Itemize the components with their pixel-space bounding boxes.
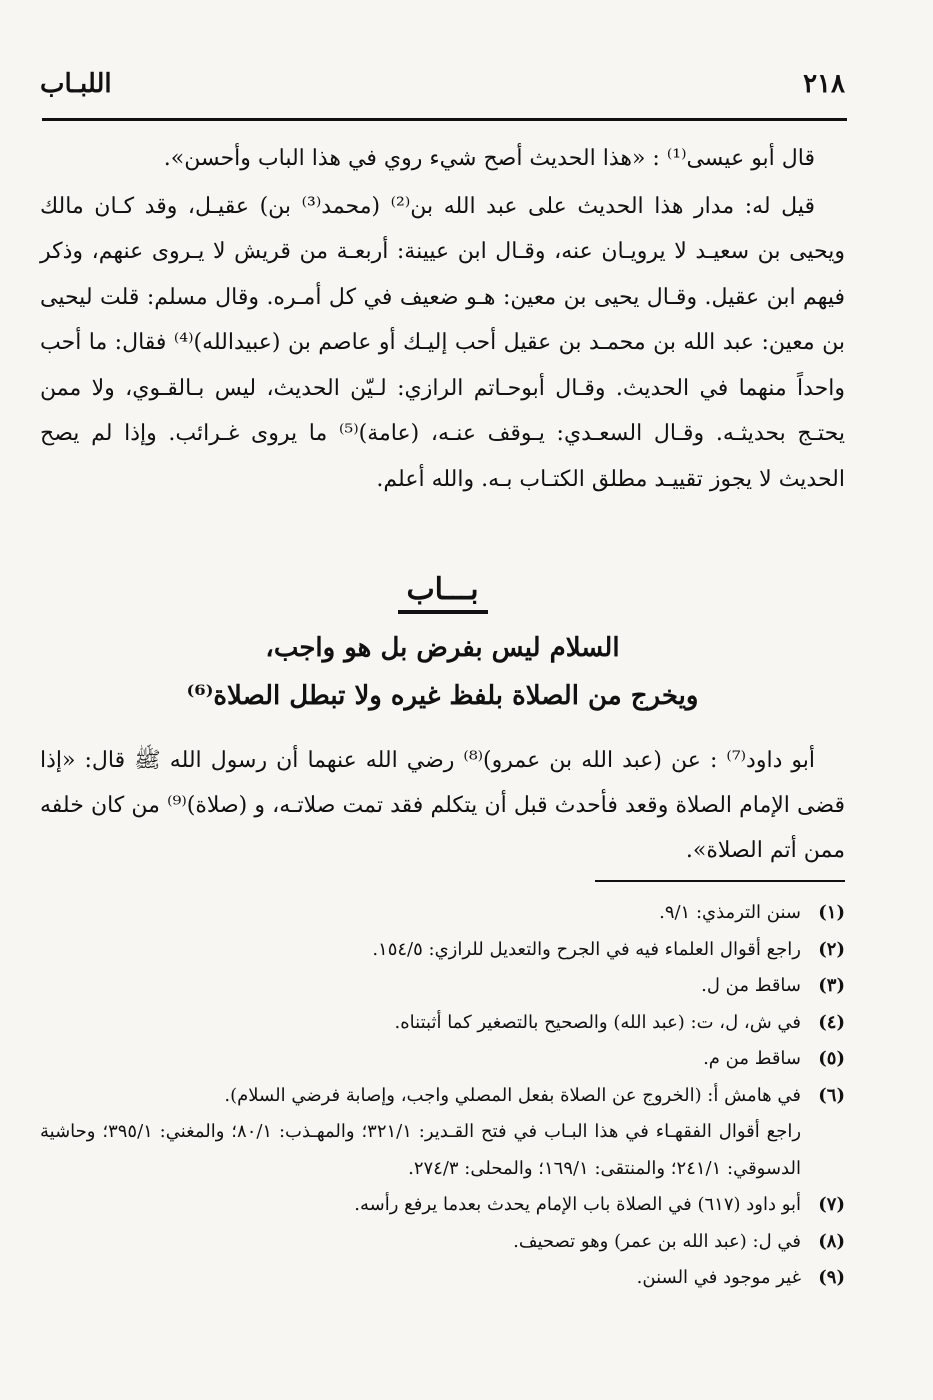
paragraph: قال أبو عيسى⁽¹⁾ : «هذا الحديث أصح شيء روي في هذا الباب وأحسن». bbox=[163, 146, 815, 171]
footnote-number: (١) bbox=[818, 902, 845, 923]
chapter-title-line: السلام ليس بفرض بل هو واجب، bbox=[265, 633, 620, 663]
footnote bbox=[40, 1041, 845, 1078]
footnote-number: (٩) bbox=[818, 1267, 845, 1288]
footnote bbox=[40, 932, 845, 969]
chapter-title-line: ويخرج من الصلاة بلفظ غيره ولا تبطل الصلاة⁽⁶⁾ bbox=[186, 681, 699, 711]
footnote-text: غير موجود في السنن. bbox=[636, 1267, 801, 1288]
footnote bbox=[40, 1187, 845, 1224]
footnote-text: راجع أقوال العلماء فيه في الجرح والتعديل للرازي: ١٥٤/٥. bbox=[372, 938, 801, 960]
hadith-text bbox=[40, 738, 845, 873]
footnote-number: (٥) bbox=[818, 1048, 845, 1069]
paragraph: قيل له: مدار هذا الحديث على عبد الله بن⁽²⁾ (محمد⁽³⁾ بن) عقيـل، وقد كـان مالك ويحيى بن سعيـد لا يرويـان عنه، وقـال ابن عيينة: أربعـة من قريش لا يـروى عنهم، وذكر فيهم ابن عقيل. وقـال يحيى بن معين: هـو ضعيف في كل أمـره. وقال مسلم: قلت ليحيى بن معين: عبد الله بن محمـد بن عقيل أحب إليـك أو عاصم بن (عبيدالله)⁽⁴⁾ فقال: ما أحب واحداً منهما في الحديث. وقـال أبوحـاتم الرازي: لـيّن الحديث، ليس بـالقـوي، ولا ممن يحتـج بحديثـه. وقـال السعـدي: يـوقف عنـه، (عامة)⁽⁵⁾ ما يروى غـرائب. وإذا لم يصح الحديث لا يجوز تقييـد مطلق الكتـاب بـه. والله أعلم. bbox=[40, 193, 845, 492]
footnote bbox=[40, 1260, 845, 1297]
chapter-label: بـــاب bbox=[406, 572, 479, 607]
footnote bbox=[40, 1005, 845, 1042]
footnote-text: في ل: (عبد الله بن عمر) وهو تصحيف. bbox=[513, 1230, 801, 1252]
page-number: ٢١٨ bbox=[803, 69, 845, 99]
footnote-number: (٤) bbox=[818, 1011, 845, 1033]
footnote-text: في ش، ل، ت: (عبد الله) والصحيح بالتصغير كما أثبتناه. bbox=[394, 1011, 801, 1033]
chapter-rule bbox=[398, 610, 488, 614]
footnote-text: أبو داود (٦١٧) في الصلاة باب الإمام يحدث بعدما يرفع رأسه. bbox=[354, 1194, 801, 1215]
footnote-number: (٨) bbox=[818, 1230, 845, 1252]
footnote-text: ساقط من ل. bbox=[701, 975, 801, 996]
main-text bbox=[40, 136, 845, 502]
footnotes bbox=[40, 895, 845, 1297]
header-rule bbox=[42, 118, 847, 121]
footnote bbox=[40, 968, 845, 1005]
footnote bbox=[40, 1078, 845, 1115]
footnote-number: (٢) bbox=[818, 938, 845, 960]
running-head bbox=[40, 64, 845, 104]
footnote-continuation: راجع أقوال الفقهـاء في هذا البـاب في فتح القـدير: ٣٢١/١؛ والمهـذب: ٨٠/١؛ والمغني: ٣٩٥/١؛ وحاشية الدسوقي: ٢٤١/١؛ والمنتقى: ١٦٩/١؛ والمحلى: ٢٧٤/٣. bbox=[40, 1121, 802, 1179]
footnote-text: في هامش أ: (الخروج عن الصلاة بفعل المصلي واجب، وإصابة فرضي السلام). bbox=[224, 1084, 801, 1106]
running-title: اللبـاب bbox=[40, 69, 112, 99]
footnote bbox=[40, 1224, 845, 1261]
footnote-number: (٦) bbox=[818, 1084, 845, 1106]
footnote-text: ساقط من م. bbox=[703, 1048, 801, 1069]
paragraph: أبو داود⁽⁷⁾ : عن (عبد الله بن عمرو)⁽⁸⁾ رضي الله عنهما أن رسول الله ﷺ قال: «إذا قضى الإمام الصلاة وقعد فأحدث قبل أن يتكلم فقد تمت صلاتـه، و (صلاة)⁽⁹⁾ من كان خلفه ممن أتم الصلاة». bbox=[40, 748, 845, 863]
footnotes-rule bbox=[595, 880, 845, 882]
footnote-number: (٣) bbox=[818, 975, 845, 996]
footnote-text: سنن الترمذي: ٩/١. bbox=[659, 902, 801, 923]
footnote-number: (٧) bbox=[818, 1194, 845, 1215]
footnote bbox=[40, 895, 845, 932]
chapter-heading bbox=[40, 570, 845, 720]
